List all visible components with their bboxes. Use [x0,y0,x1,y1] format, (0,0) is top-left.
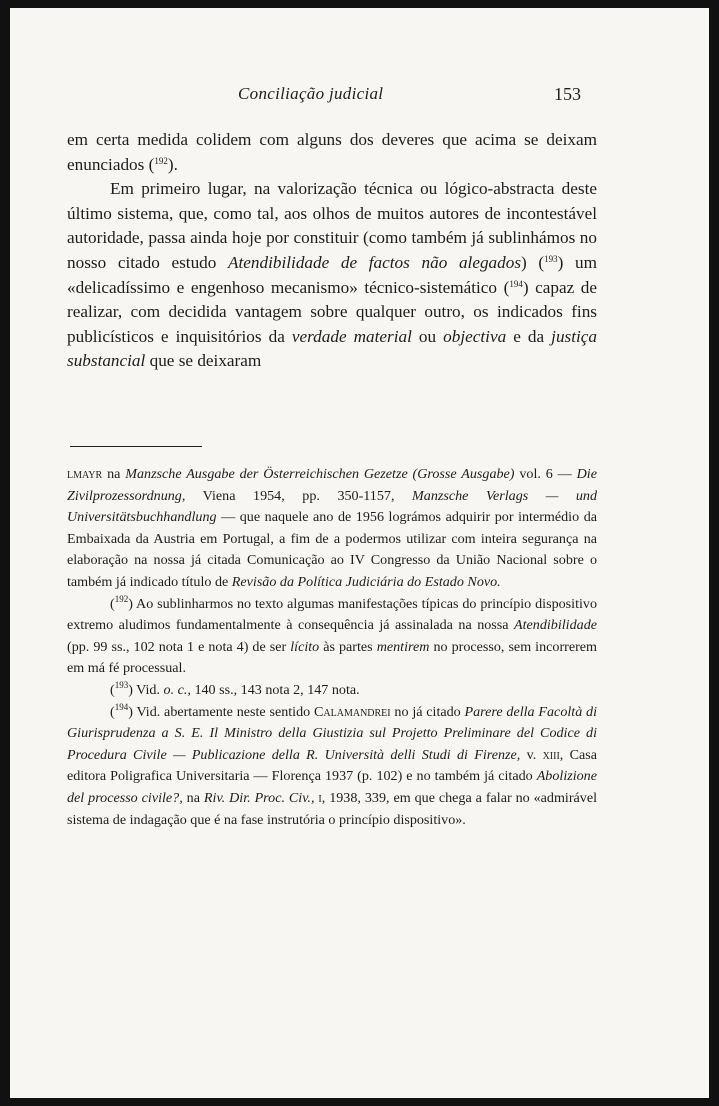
text-run: ) um «delicadíssimo e engenhoso mecanismo» técnico-sistemático ( [67,252,597,297]
footnotes [67,464,597,831]
text-run: que se deixaram [145,351,262,371]
footnote-number: 193 [114,679,129,690]
text-run: no processo, sem incorrerem em má fé processual. [67,638,598,677]
italic-term: verdade material [291,326,412,346]
text-run: Viena 1954, pp. 350-1157, [185,487,413,504]
volume-number: xiii [542,746,560,763]
text-run: ou [411,326,444,346]
text-run: ). [167,154,178,174]
running-title: Conciliação judicial [238,84,384,103]
italic-term: lícito [290,638,320,655]
text-run: vol. 6 — [514,466,577,482]
text-run: ( [110,681,115,698]
page-number: 153 [554,84,581,104]
italic-term: mentirem [376,638,430,655]
page-header [10,84,709,108]
footnote-ref-192: 192 [154,155,168,166]
text-run: , 1938, 339, em que chega a falar no «admirável sistema de indagação que é na fase instrutória o princípio dispositivo». [67,789,598,828]
footnote-ref-193: 193 [544,253,558,264]
text-run: ( [110,703,115,720]
italic-title: Parere della Facoltà di Giurisprudenza a S. E. Il Ministro della Giustizia sul Projetto Preliminare del Codice di Procedura Civile — Publicazione della R. Università delli Studi di Firenze, [67,703,598,763]
text-run: ) Vid. abertamente neste sentido [128,703,314,720]
italic-title: Die Zivilprozessordnung, [67,466,597,504]
footnote-193 [67,680,597,702]
italic-title: Atendibilidade [514,617,597,634]
italic-term: o. c., [163,681,191,698]
italic-title: Manzsche Ausgabe der Österreichischen Gezetze (Grosse Ausgabe) [125,466,515,482]
text-run: em certa medida colidem com alguns dos deveres que acima se deixam enunciados ( [67,130,597,174]
italic-title: Riv. Dir. Proc. Civ., [203,789,315,806]
italic-term: objectiva [443,326,507,346]
text-run: 140 ss., 143 nota 2, 147 nota. [190,681,360,698]
text-run: ) ( [521,252,545,272]
text-run: — que naquele ano de 1956 lográmos adquirir por intermédio da Embaixada da Austria em Portugal, a fim de a podermos utilizar com inteira segurança na elaboração na nossa já citada Comunicação ao IV Congresso da União Nacional sobre o também já indicado título de [67,509,597,590]
volume-number: i [318,789,322,806]
text-run: ) Vid. [128,681,164,698]
footnote-continuation [67,464,597,594]
footnote-separator [70,446,202,447]
text-run: v. [520,746,543,763]
text-run: ( [110,595,115,612]
footnote-192 [67,594,597,680]
main-text [67,128,597,374]
book-page [10,8,709,1098]
text-run: no já citado [390,703,465,720]
text-run: e da [506,326,552,346]
paragraph-2 [67,177,597,374]
italic-title: Manzsche Verlags — und Universitätsbuchhandlung [67,487,597,526]
text-run: na [182,789,204,806]
text-run: na [102,466,126,482]
text-run: Em primeiro lugar, na valorização técnica ou lógico-abstracta deste último sistema, que, como tal, aos olhos de muitos autores de incontestável autoridade, passa ainda hoje por constituir (como também já sublinhámos no nosso citado estudo [67,179,597,272]
footnote-194 [67,702,597,832]
footnote-number: 194 [114,701,129,712]
footnote-number: 192 [114,593,129,604]
text-run: , Casa editora Poligrafica Universitaria — Florença 1937 (p. 102) e no também já citado [67,746,597,785]
author-name: lmayr [67,466,103,482]
italic-title: Revisão da Política Judiciária do Estado Novo. [231,573,501,590]
text-run: às partes [319,638,377,655]
italic-title: Abolizione del processo civile?, [67,768,597,806]
italic-term: justiça substancial [67,326,598,371]
italic-title: Atendibilidade de factos não alegados [228,252,522,272]
footnote-ref-194: 194 [509,278,523,289]
text-run: ) Ao sublinharmos no texto algumas manifestações típicas do princípio dispositivo extremo aludimos fundamentalmente à consequência já assinalada na nossa [67,595,597,634]
text-run: (pp. 99 ss., 102 nota 1 e nota 4) de ser [67,638,291,655]
text-run: ) capaz de realizar, com decidida vantagem sobre qualquer outro, os indicados fins publicísticos e inquisitórios da [67,277,598,346]
author-name: Calamandrei [314,703,391,720]
paragraph-1 [67,128,597,177]
